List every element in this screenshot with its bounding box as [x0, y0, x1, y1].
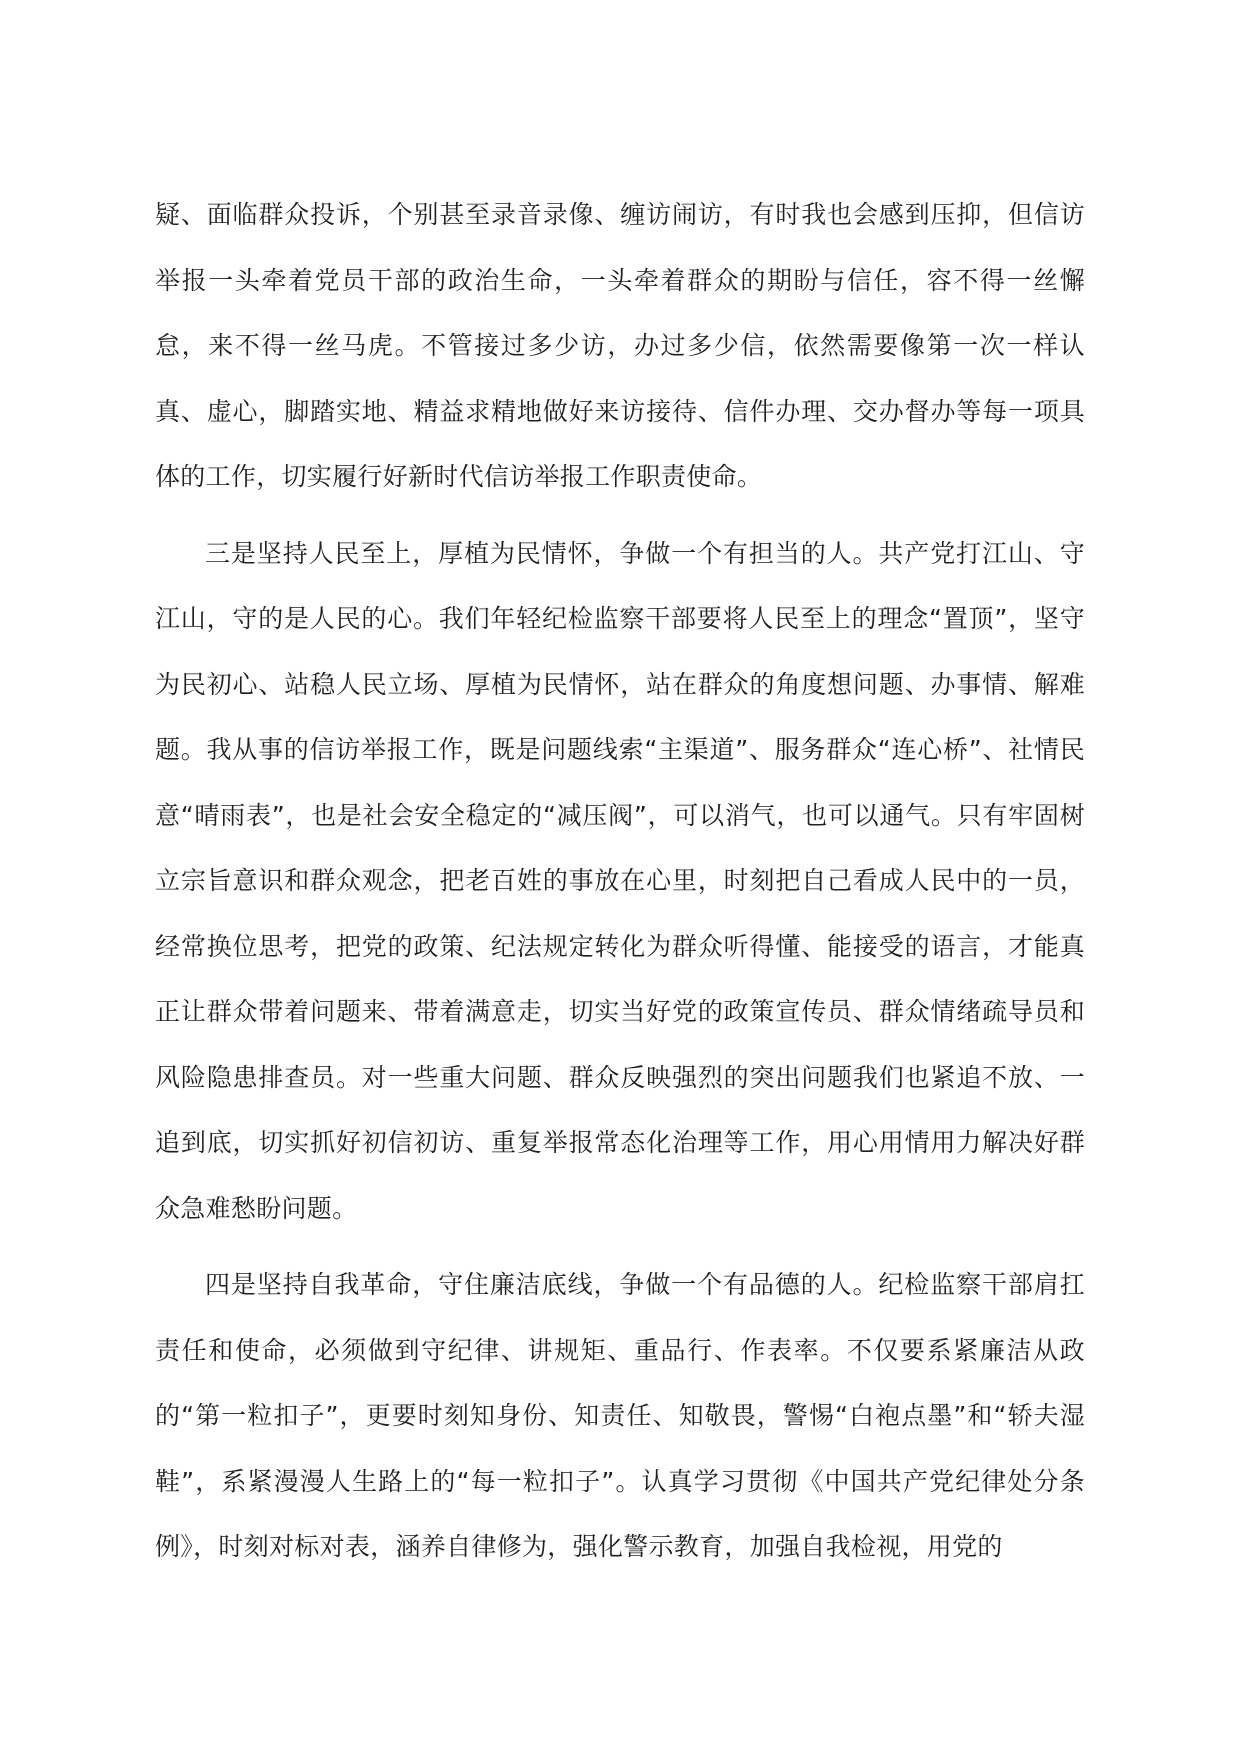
paragraph-continuation: 疑、面临群众投诉，个别甚至录音录像、缠访闹访，有时我也会感到压抑，但信访举报一头牵着党员干部的政治生命，一头牵着群众的期盼与信任，容不得一丝懈怠，来不得一丝马虎。不管接过多少访，办过多少信，依然需要像第一次一样认真、虚心，脚踏实地、精益求精地做好来访接待、信件办理、交办督办等每一项具体的工作，切实履行好新时代信访举报工作职责使命。: [155, 200, 1085, 491]
document-body: [155, 182, 1085, 1580]
paragraph-gap: [155, 510, 1085, 521]
paragraph-point-four: 四是坚持自我革命，守住廉洁底线，争做一个有品德的人。纪检监察干部肩扛责任和使命，必须做到守纪律、讲规矩、重品行、作表率。不仅要系紧廉洁从政的“第一粒扣子”，更要时刻知身份、知责任、知敬畏，警惕“白袍点墨”和“轿夫湿鞋”，系紧漫漫人生路上的“每一粒扣子”。认真学习贯彻《中国共产党纪律处分条例》，时刻对标对表，涵养自律修为，强化警示教育，加强自我检视，用党的: [155, 1270, 1085, 1561]
paragraph-gap: [155, 1241, 1085, 1252]
paragraph-point-three: 三是坚持人民至上，厚植为民情怀，争做一个有担当的人。共产党打江山、守江山，守的是人民的心。我们年轻纪检监察干部要将人民至上的理念“置顶”，坚守为民初心、站稳人民立场、厚植为民情怀，站在群众的角度想问题、办事情、解难题。我从事的信访举报工作，既是问题线索“主渠道”、服务群众“连心桥”、社情民意“晴雨表”，也是社会安全稳定的“减压阀”，可以消气，也可以通气。只有牢固树立宗旨意识和群众观念，把老百姓的事放在心里，时刻把自己看成人民中的一员，经常换位思考，把党的政策、纪法规定转化为群众听得懂、能接受的语言，才能真正让群众带着问题来、带着满意走，切实当好党的政策宣传员、群众情绪疏导员和风险隐患排查员。对一些重大问题、群众反映强烈的突出问题我们也紧追不放、一追到底，切实抓好初信初访、重复举报常态化治理等工作，用心用情用力解决好群众急难愁盼问题。: [155, 538, 1085, 1223]
